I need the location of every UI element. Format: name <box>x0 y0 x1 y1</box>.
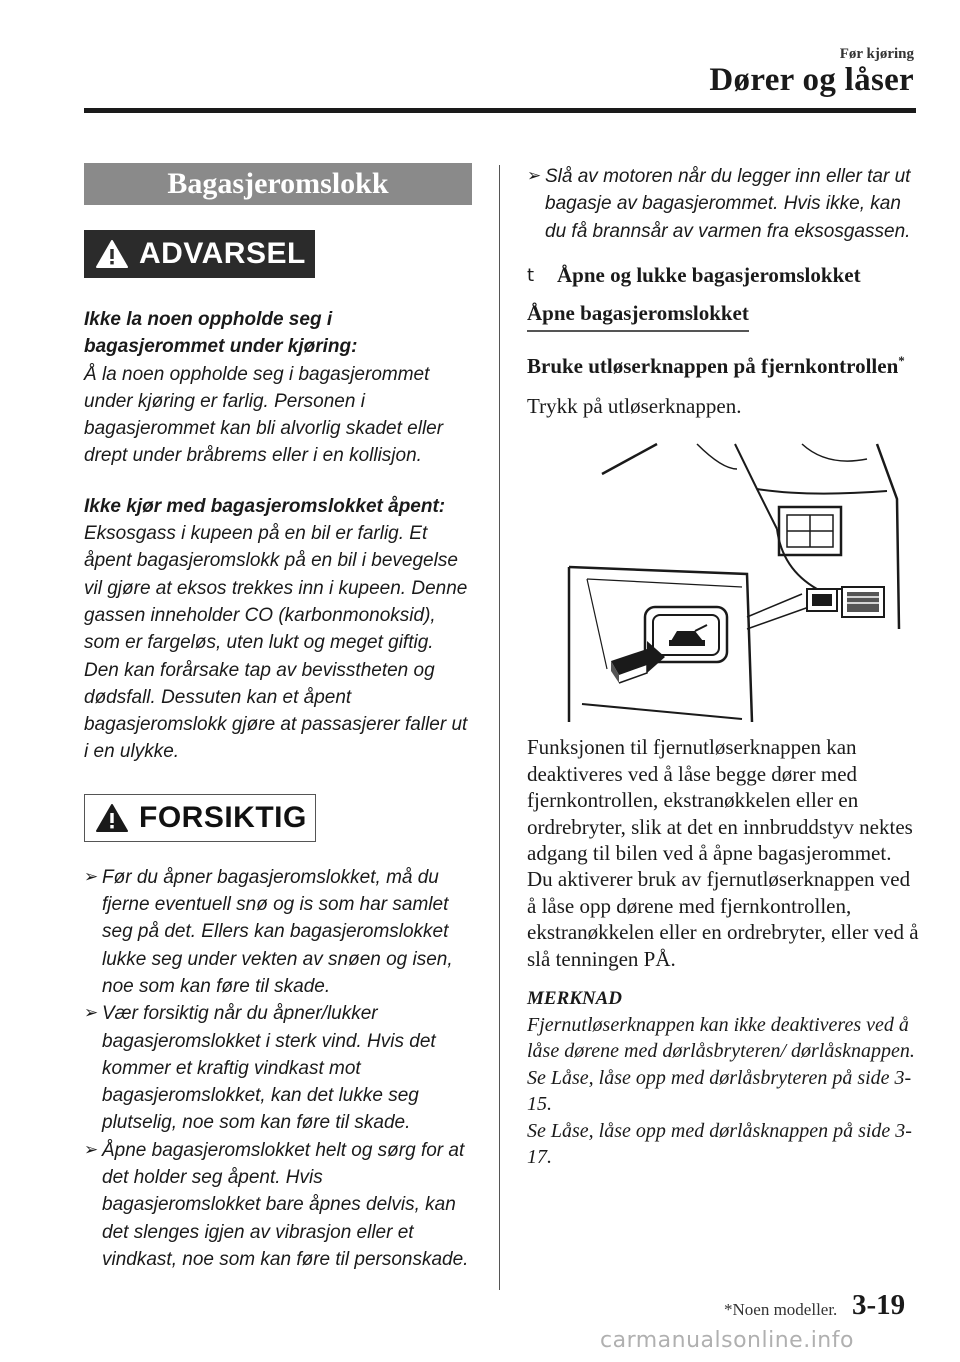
caution-badge <box>84 794 316 842</box>
warning-heading: Ikke la noen oppholde seg i bagasjerommet under kjøring: <box>84 309 358 358</box>
warning-text: Eksosgass i kupeen på en bil er farlig. Et åpent bagasjeromslokk på en bil i bevegelse vil gjøre at eksos trekkes inn i kupeen. Denne gassen inneholder CO (karbonmonoksid), som er fargeløs, uten lukt og meget giftig. Den kan forårsake tap av bevisstheten og dødsfall. Dessuten kan et åpent bagasjeromslokk gjøre at passasjerer faller ut i en ulykke. <box>84 523 468 763</box>
running-header-title: Dører og låser <box>709 62 914 98</box>
warning-item <box>84 493 472 766</box>
note-line: Se Låse, låse opp med dørlåsknappen på side 3-17. <box>527 1119 912 1168</box>
caution-item: ➢ Vær forsiktig når du åpner/lukker bagasjeromslokket i sterk vind. Hvis det kommer et kraftig vindkast mot bagasjeromslokket, kan det lukke seg plutselig, noe som kan føre til skade. <box>84 1000 472 1136</box>
bullet-arrow-icon: ➢ <box>84 1003 99 1024</box>
header-rule <box>84 108 916 113</box>
warning-heading: Ikke kjør med bagasjeromslokket åpent: <box>84 495 446 517</box>
caution-list <box>84 864 472 1273</box>
bullet-arrow-icon: ➢ <box>527 166 542 186</box>
right-column <box>527 163 919 1170</box>
warning-badge <box>84 230 315 278</box>
warning-label: ADVARSEL <box>139 237 306 270</box>
paragraph: Funksjonen til fjernutløserknappen kan deaktiveres ved å låse begge dører med fjernkontrollen, ekstranøkkelen eller en ordrebryter, slik at det en innbruddstyv nektes adgang til bilen ved å åpne bagasjerommet. <box>527 735 913 865</box>
section-title: Bagasjeromslokk <box>84 163 472 205</box>
warning-triangle-icon <box>85 230 139 278</box>
caution-item: ➢ Slå av motoren når du legger inn eller tar ut bagasje av bagasjerommet. Hvis ikke, kan du få brannsår av varmen fra eksosgassen. <box>527 163 919 245</box>
warning-text: Å la noen oppholde seg i bagasjerommet under kjøring er farlig. Personen i bagasjerommet kan bli alvorlig skadet eller drept under bråbrems eller i en kollisjon. <box>84 363 444 467</box>
subsection-heading: t Åpne og lukke bagasjeromslokket <box>527 262 861 287</box>
caution-label: FORSIKTIG <box>139 800 307 834</box>
warning-item <box>84 306 472 470</box>
footnote: *Noen modeller. <box>724 1300 838 1319</box>
note-line: Se Låse, låse opp med dørlåsbryteren på side 3-15. <box>527 1066 912 1116</box>
underlined-heading: Åpne bagasjeromslokket <box>527 301 749 332</box>
bullet-arrow-icon: ➢ <box>84 866 99 887</box>
running-header-section: Før kjøring <box>839 46 914 62</box>
caution-item: ➢ Før du åpner bagasjeromslokket, må du fjerne eventuell snø og is som har samlet seg på det. Ellers kan bagasjeromslokket lukke seg under vekten av snøen og isen, noe som kan føre til skade. <box>84 864 472 1000</box>
section-marker: t <box>527 264 535 286</box>
instruction-text: Trykk på utløserknappen. <box>527 393 742 418</box>
paragraph: Du aktiverer bruk av fjernutløserknappen ved å låse opp dørene med fjernkontrollen, ekstranøkkelen eller en ordrebryter, eller ved å slå tenningen PÅ. <box>527 867 919 971</box>
warning-triangle-icon <box>85 794 139 842</box>
caution-item: ➢ Åpne bagasjeromslokket helt og sørg for at det holder seg åpent. Hvis bagasjeromslokket bare åpnes delvis, kan det slenges igjen av vibrasjon eller et vindkast, noe som kan føre til personskade. <box>84 1137 472 1273</box>
bullet-arrow-icon: ➢ <box>84 1139 99 1160</box>
left-column <box>84 163 472 1273</box>
watermark: carmanualsonline.info <box>600 1328 854 1353</box>
column-divider <box>499 165 500 1290</box>
note-label: MERKNAD <box>527 987 623 1009</box>
trunk-release-illustration <box>547 439 917 722</box>
page-number: 3-19 <box>852 1289 906 1321</box>
bold-heading: Bruke utløserknappen på fjernkontrollen* <box>527 352 905 378</box>
note-line: Fjernutløserknappen kan ikke deaktiveres ved å låse dørene med dørlåsbryteren/ dørlåsknappen. <box>527 1013 915 1063</box>
